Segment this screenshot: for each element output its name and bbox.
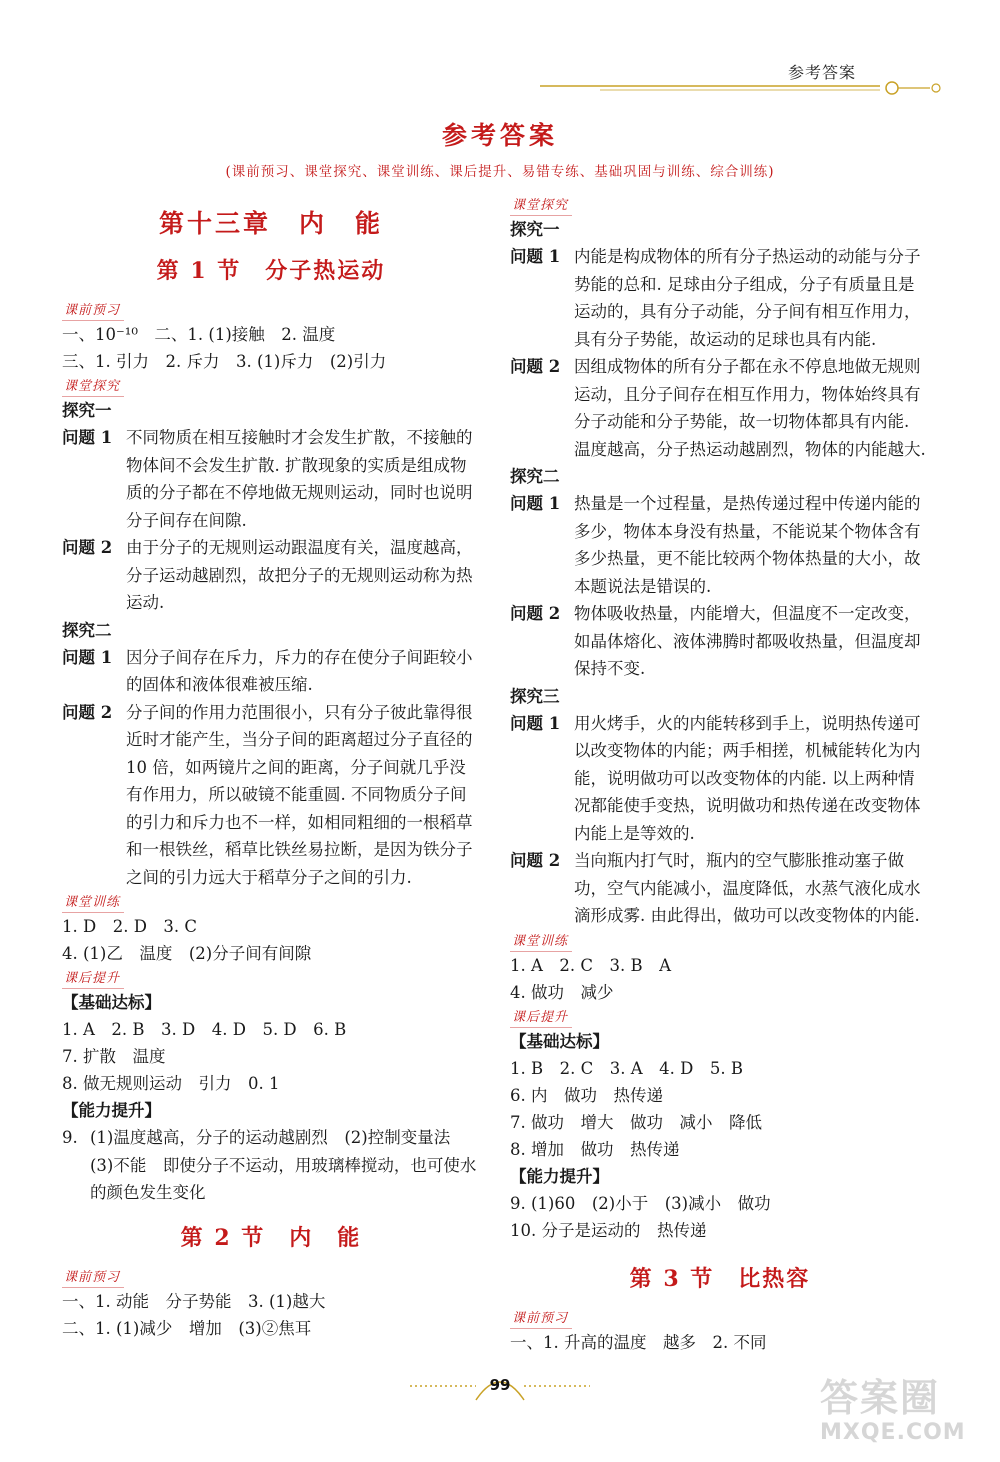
answer-line: 1. D 2. D 3. C: [62, 917, 198, 936]
question-block: [62, 1124, 480, 1207]
question-answer: 物体吸收热量，内能增大，但温度不一定改变，如晶体熔化、液体沸腾时都吸收热量，但温度却保持不变.: [574, 604, 921, 678]
question-answer: 内能是构成物体的所有分子热运动的动能与分子势能的总和. 足球由分子组成，分子有质量且是运动的，具有分子动能，分子间有相互作用力，具有分子势能，故运动的足球也具有内能.: [574, 247, 921, 349]
tag-after: 课后提升: [510, 1009, 572, 1028]
tag-preview: 课前预习: [510, 1310, 572, 1329]
question-label: 问题 1: [510, 247, 561, 266]
answer-line: 一、1. 升高的温度 越多 2. 不同: [510, 1332, 767, 1352]
question-label: 问题 2: [510, 357, 561, 376]
page-title: 参考答案: [441, 121, 558, 150]
question-label: 问题 2: [62, 702, 113, 722]
explore-heading: 探究二: [62, 620, 112, 640]
question-answer: 不同物质在相互接触时才会发生扩散，不接触的物体间不会发生扩散. 扩散现象的实质是组成物质的分子都在不停地做无规则运动，同时也说明分子间存在间隙.: [126, 428, 473, 530]
left-column: [62, 194, 480, 1342]
question-block: [510, 243, 930, 353]
watermark-line-1: 答案圈: [820, 1376, 941, 1420]
tag-train: 课堂训练: [62, 894, 124, 913]
question-answer: 因分子间存在斥力，斥力的存在使分子间距较小的固体和液体很难被压缩.: [126, 647, 473, 694]
basic-heading: 【基础达标】: [62, 993, 161, 1012]
question-block: [510, 353, 930, 463]
header-decoration: [540, 70, 960, 110]
explore-heading: 探究一: [62, 401, 112, 420]
answer-line: 7. 做功 增大 做功 减小 降低: [510, 1112, 762, 1132]
explore-heading: 探究二: [510, 467, 560, 486]
answer-line: 9. (1)60 (2)小于 (3)减小 做功: [510, 1193, 771, 1213]
question-label: 9.: [62, 1128, 78, 1147]
answer-line: 8. 做无规则运动 引力 0. 1: [62, 1074, 280, 1093]
explore-heading: 探究三: [510, 686, 560, 706]
question-label: 问题 2: [510, 851, 561, 870]
section-title-1: 第 1 节 分子热运动: [156, 258, 386, 284]
question-answer: 因组成物体的所有分子都在永不停息地做无规则运动，且分子间存在相互作用力，物体始终具有分子动能和分子势能，故一切物体都具有内能. 温度越高，分子热运动越剧烈，物体的内能越大.: [574, 357, 926, 459]
question-block: [62, 424, 480, 534]
question-label: 问题 1: [62, 647, 113, 667]
answer-line: 三、1. 引力 2. 斥力 3. (1)斥力 (2)引力: [62, 352, 387, 371]
question-block: [62, 699, 480, 892]
answer-line: 10. 分子是运动的 热传递: [510, 1220, 707, 1240]
section-title-3: 第 3 节 比热容: [629, 1265, 811, 1292]
answer-line: 二、1. (1)减少 增加 (3)②焦耳: [62, 1318, 312, 1338]
answer-line: 6. 内 做功 热传递: [510, 1085, 663, 1105]
watermark-line-2: MXQE.COM: [820, 1420, 966, 1445]
page-number: 99: [489, 1376, 511, 1394]
question-answer: 由于分子的无规则运动跟温度有关，温度越高，分子运动越剧烈，故把分子的无规则运动称为热运动.: [126, 538, 473, 612]
answer-line: 一、1. 动能 分子势能 3. (1)越大: [62, 1291, 326, 1311]
question-block: [62, 534, 480, 617]
tag-preview: 课前预习: [62, 302, 124, 321]
basic-heading: 【基础达标】: [510, 1031, 609, 1051]
question-label: 问题 1: [510, 494, 561, 513]
answer-line: 1. A 2. C 3. B A: [510, 955, 672, 975]
tag-explore: 课堂探究: [62, 378, 124, 397]
answer-line: 1. A 2. B 3. D 4. D 5. D 6. B: [62, 1020, 347, 1039]
answer-line: 7. 扩散 温度: [62, 1047, 166, 1066]
question-answer: 当向瓶内打气时，瓶内的空气膨胀推动塞子做功，空气内能减小，温度降低，水蒸气液化成水滴形成雾. 由此得出，做功可以改变物体的内能.: [574, 851, 921, 925]
question-block: [510, 490, 930, 600]
section-title-2: 第 2 节 内 能: [180, 1224, 362, 1251]
question-block: [510, 710, 930, 848]
tag-after: 课后提升: [62, 970, 124, 989]
header-tag: 参考答案: [788, 63, 857, 82]
chapter-title: 第十三章 内 能: [158, 209, 383, 238]
question-answer: 热量是一个过程量，是热传递过程中传递内能的多少，物体本身没有热量，不能说某个物体含有多少热量，更不能比较两个物体热量的大小，故本题说法是错误的.: [574, 494, 921, 596]
question-label: 问题 2: [62, 538, 113, 557]
explore-heading: 探究一: [510, 220, 560, 239]
question-block: [510, 600, 930, 683]
question-label: 问题 2: [510, 604, 561, 623]
page-number-wrap: [410, 1368, 590, 1408]
question-answer: 用火烤手，火的内能转移到手上，说明热传递可以改变物体的内能；两手相搓，机械能转化为内能，说明做功可以改变物体的内能. 以上两种情况都能使手变热，说明做功和热传递在改变物体内能上是等效的.: [574, 713, 921, 843]
answer-line: 4. (1)乙 温度 (2)分子间有间隙: [62, 944, 312, 963]
ability-heading: 【能力提升】: [510, 1166, 609, 1186]
answer-line: 一、10⁻¹⁰ 二、1. (1)接触 2. 温度: [62, 325, 336, 344]
answer-line: 8. 增加 做功 热传递: [510, 1139, 680, 1159]
watermark-logo: [820, 1376, 990, 1456]
page-subtitle: (课前预习、课堂探究、课堂训练、课后提升、易错专练、基础巩固与训练、综合训练): [225, 164, 775, 180]
tag-train: 课堂训练: [510, 933, 572, 952]
question-label: 问题 1: [62, 428, 113, 447]
answer-line: 1. B 2. C 3. A 4. D 5. B: [510, 1058, 743, 1078]
ability-heading: 【能力提升】: [62, 1101, 161, 1120]
question-label: 问题 1: [510, 713, 561, 733]
question-answer: 分子间的作用力范围很小，只有分子彼此靠得很近时才能产生，当分子间的距离超过分子直径的 10 倍，如两镜片之间的距离，分子间就几乎没有作用力，所以破镜不能重圆. 不同物质分子间的引力和斥力也不一样，如相同粗细的一根稻草和一根铁丝，稻草比铁丝易拉断，是因为铁分子之间的引力远大于稻草分子之间的引力.: [126, 702, 473, 887]
question-answer: (1)温度越高，分子的运动越剧烈 (2)控制变量法 (3)不能 即使分子不运动，用玻璃棒搅动，也可使水的颜色发生变化: [90, 1128, 477, 1202]
right-column: [510, 194, 930, 1356]
question-block: [510, 847, 930, 930]
question-block: [62, 644, 480, 699]
tag-preview: 课前预习: [62, 1269, 124, 1288]
tag-explore: 课堂探究: [510, 197, 572, 216]
answer-line: 4. 做功 减少: [510, 982, 614, 1002]
